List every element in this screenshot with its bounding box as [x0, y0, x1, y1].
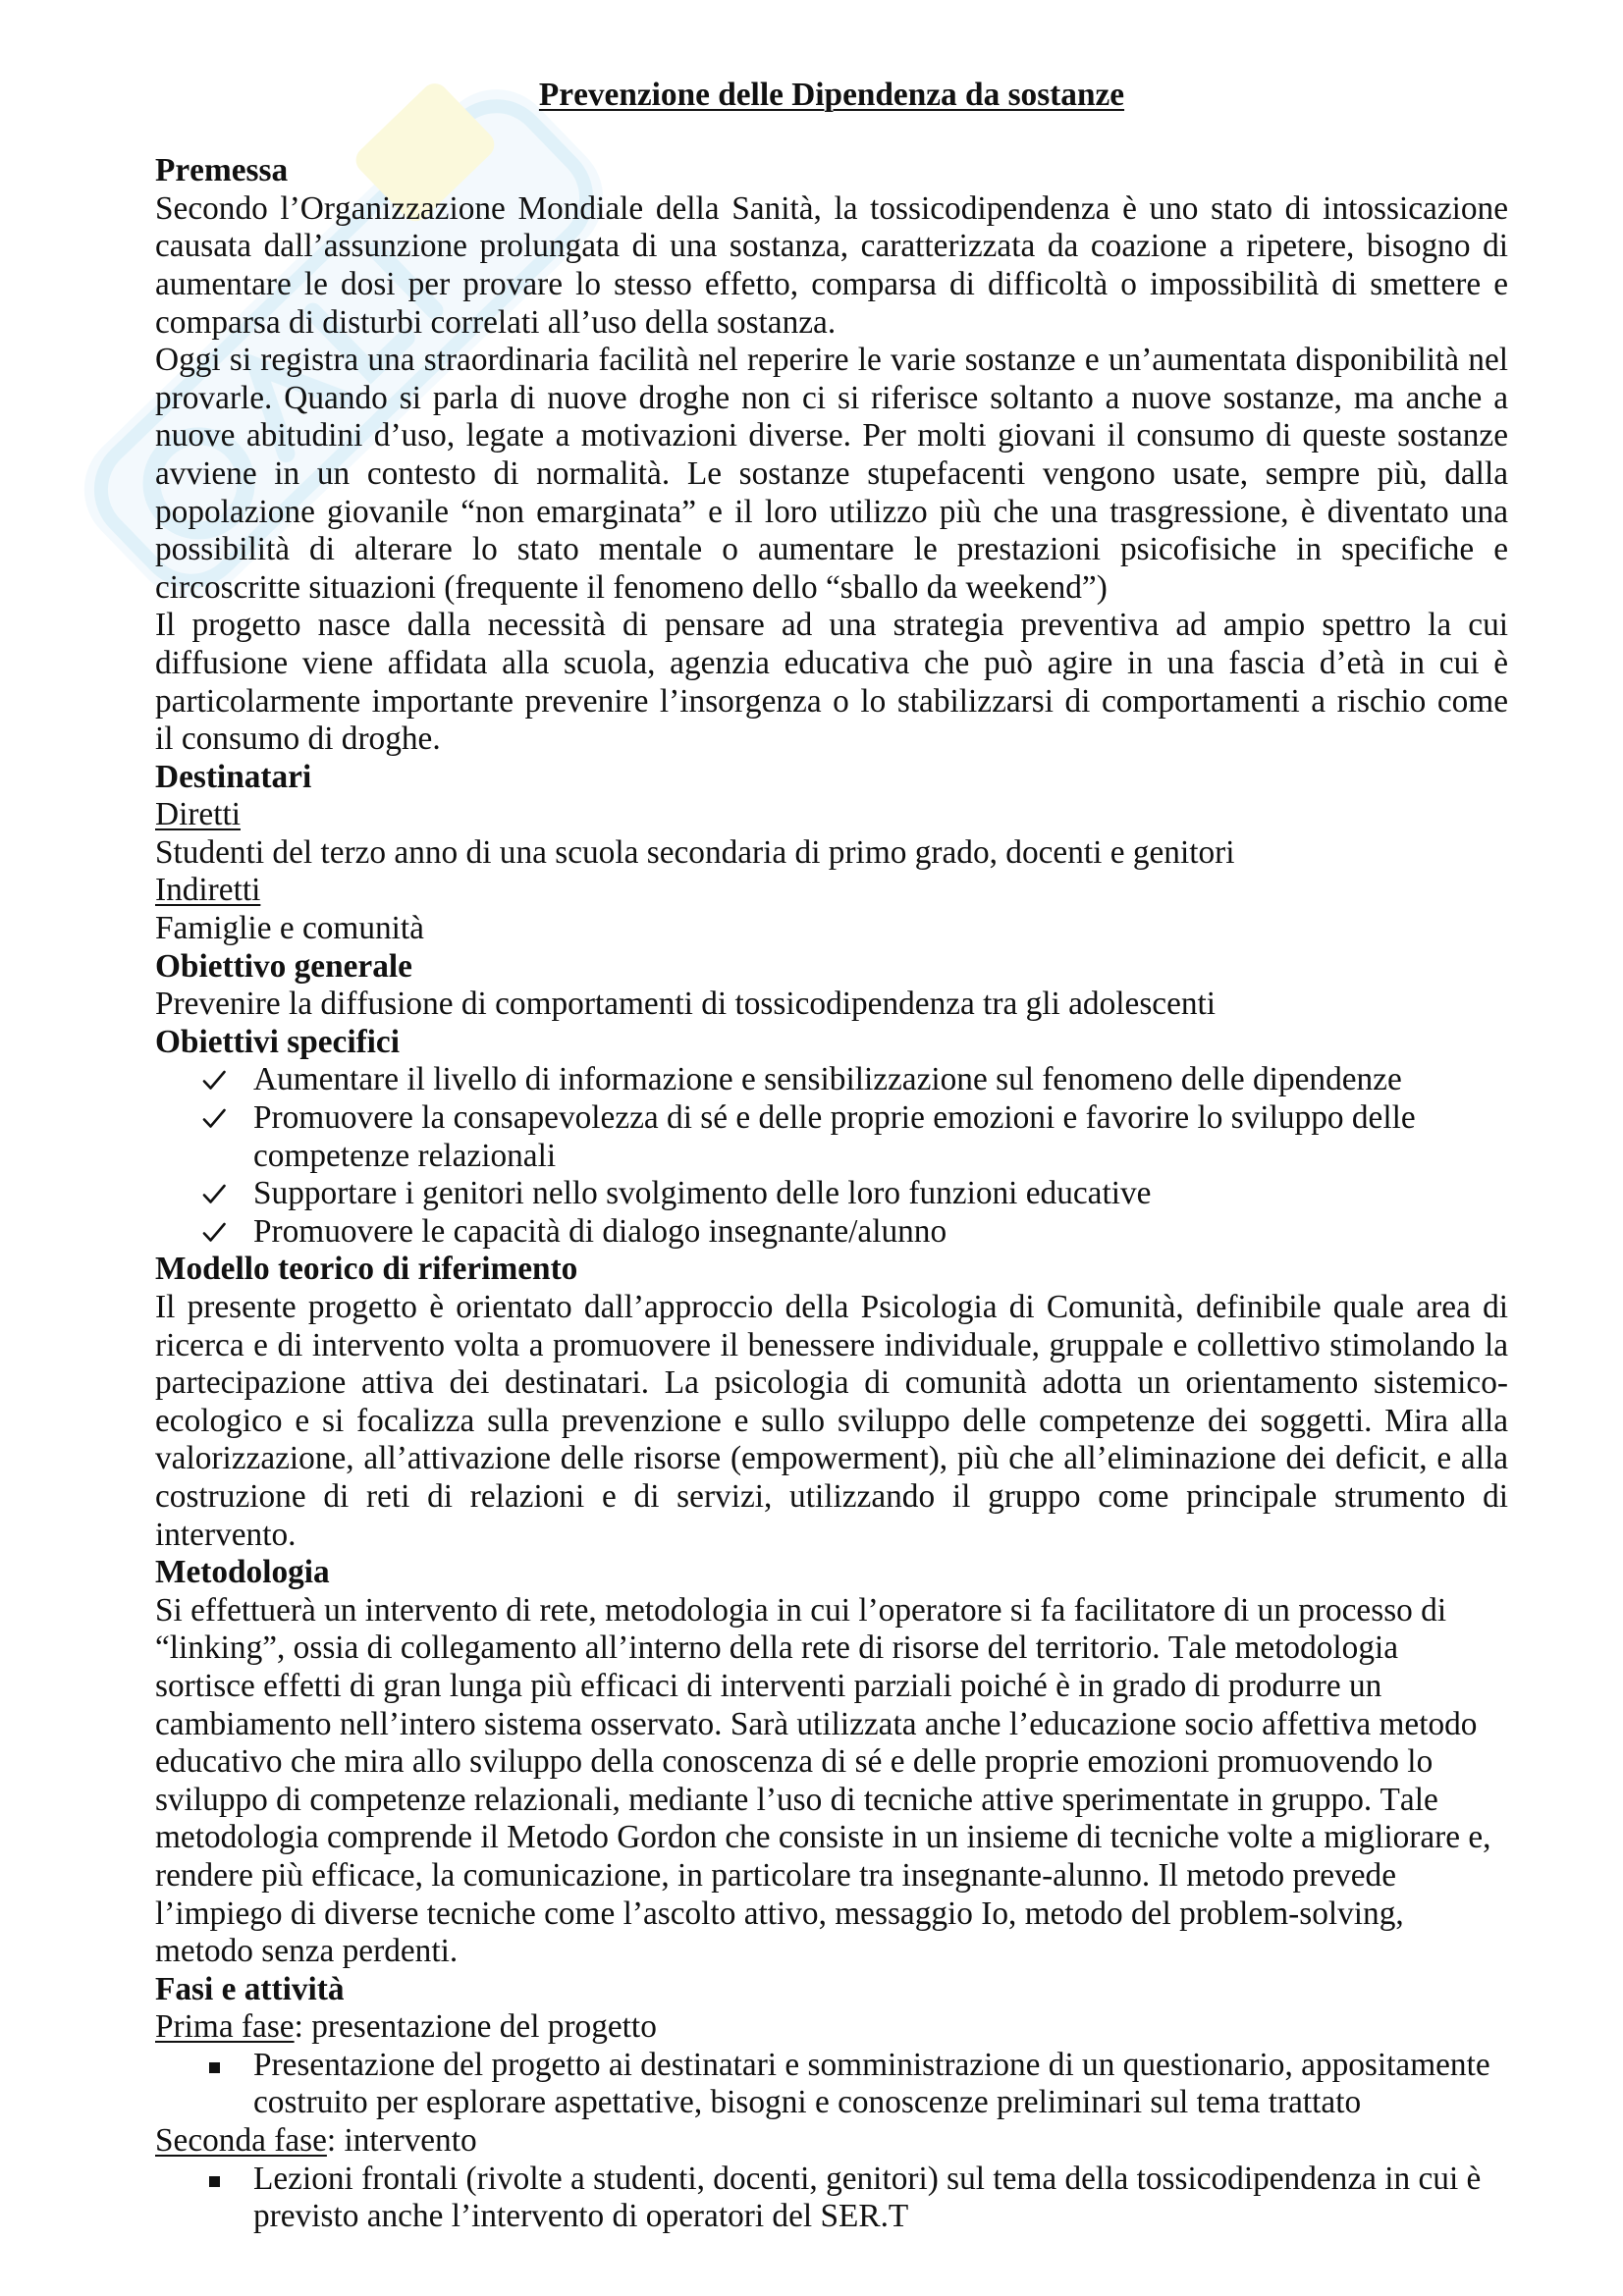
destinatari-diretti-text: Studenti del terzo anno di una scuola secondaria di primo grado, docenti e genitori: [155, 833, 1235, 871]
subheading-diretti: Diretti: [155, 796, 241, 833]
paragraph-line: metodologia comprende il Metodo Gordon che consiste in un insieme di tecniche volte a migliorare e,: [155, 1819, 1491, 1856]
bullet-line: [155, 2084, 1508, 2122]
paragraph: [155, 190, 1508, 342]
paragraph-line: particolarmente importante prevenire l’insorgenza o lo stabilizzarsi di comportamenti a rischio come: [155, 682, 1508, 720]
paragraph-line: “linking”, ossia di collegamento all’interno della rete di risorse del territorio. Tale metodologia: [155, 1629, 1399, 1667]
destinatari-indiretti-text: Famiglie e comunità: [155, 910, 424, 947]
phase-description: : presentazione del progetto: [294, 2008, 657, 2046]
section-heading-modello-teorico: Modello teorico di riferimento: [155, 1251, 578, 1288]
paragraph-line: Secondo l’Organizzazione Mondiale della Sanità, la tossicodipendenza è uno stato di intossicazione: [155, 189, 1508, 227]
checkmark-icon: [202, 1108, 226, 1129]
bullet-line: [155, 2198, 1508, 2236]
checklist-text: Promuovere la consapevolezza di sé e delle proprie emozioni e favorire lo sviluppo delle: [253, 1099, 1416, 1137]
section-heading-premessa: Premessa: [155, 152, 289, 189]
paragraph: [155, 607, 1508, 758]
paragraph-line: Oggi si registra una straordinaria facilità nel reperire le varie sostanze e un’aumentata disponibilità nel: [155, 342, 1508, 379]
checkmark-icon: [202, 1184, 226, 1204]
section-premessa: [155, 152, 1508, 759]
bullet-line: [155, 2047, 1508, 2085]
section-fasi: [155, 1971, 1508, 2236]
paragraph-line: diffusione viene affidata alla scuola, agenzia educativa che può agire in una fascia d’età in cui è: [155, 644, 1508, 681]
paragraph-line: rendere più efficace, la comunicazione, in particolare tra insegnante-alunno. Il metodo prevede: [155, 1856, 1397, 1894]
square-bullet-icon: [209, 2062, 220, 2073]
checklist-line: [155, 1175, 1508, 1213]
phase-label: Seconda fase: [155, 2122, 327, 2160]
paragraph-line: il consumo di droghe.: [155, 721, 441, 758]
section-obiettivo-generale: [155, 948, 1508, 1024]
paragraph: [155, 1592, 1508, 1971]
phase-title: [155, 2008, 1508, 2047]
bullet-text: Lezioni frontali (rivolte a studenti, docenti, genitori) sul tema della tossicodipendenza in cui è: [253, 2160, 1482, 2197]
checklist-line: [155, 1138, 1508, 1176]
paragraph-line: educativo che mira allo sviluppo della conoscenza di sé e delle proprie emozioni promuovendo lo: [155, 1743, 1434, 1781]
paragraph-line: ecologico e si focalizza sulla prevenzione e sullo sviluppo delle competenze dei soggetti. Mira alla: [155, 1402, 1508, 1439]
checkmark-icon: [202, 1222, 226, 1243]
phase-description: : intervento: [326, 2122, 477, 2160]
checkmark-icon: [202, 1070, 226, 1091]
subheading-row: [155, 872, 1508, 910]
bullet-item: [155, 2161, 1508, 2236]
paragraph-line: ricerca e di intervento volta a promuovere il benessere individuale, gruppale e collettivo stimolando la: [155, 1326, 1508, 1363]
paragraph-line: costruzione di reti di relazioni e di servizi, utilizzando il gruppo come principale strumento di: [155, 1477, 1508, 1515]
paragraph-line: provarle. Quando si parla di nuove droghe non ci si riferisce soltanto a nuove sostanze, ma anche a: [155, 379, 1508, 416]
checklist-text: competenze relazionali: [253, 1137, 557, 1174]
bullet-text: costruito per esplorare aspettative, bisogni e conoscenze preliminari sul tema trattato: [253, 2084, 1362, 2121]
paragraph-line: avviene in un contesto di normalità. Le sostanze stupefacenti vengono usate, sempre più, dalla: [155, 454, 1508, 492]
phase: [155, 2122, 1508, 2236]
subheading-indiretti: Indiretti: [155, 872, 261, 909]
section-destinatari: [155, 759, 1508, 948]
paragraph-line: valorizzazione, all’attivazione delle risorse (empowerment), più che all’eliminazione dei deficit, e alla: [155, 1440, 1508, 1477]
phase: [155, 2008, 1508, 2122]
paragraph-line: possibilità di alterare lo stato mentale o aumentare le prestazioni psicofisiche in specifiche e: [155, 531, 1508, 568]
checklist-item: [155, 1099, 1508, 1175]
section-heading-obiettivo-generale: Obiettivo generale: [155, 947, 412, 985]
checklist-text: Supportare i genitori nello svolgimento delle loro funzioni educative: [253, 1175, 1152, 1212]
section-heading-fasi: Fasi e attività: [155, 1970, 345, 2007]
checklist-item: [155, 1175, 1508, 1213]
phase-label: Prima fase: [155, 2008, 295, 2046]
paragraph-line: l’impiego di diverse tecniche come l’ascolto attivo, messaggio Io, metodo del problem-solving,: [155, 1895, 1404, 1932]
paragraph-line: popolazione giovanile “non emarginata” e il loro utilizzo più che una trasgressione, è diventato una: [155, 493, 1508, 530]
paragraph-line: intervento.: [155, 1516, 297, 1553]
section-heading-obiettivi-specifici: Obiettivi specifici: [155, 1023, 400, 1060]
bullet-text: Presentazione del progetto ai destinatari e somministrazione di un questionario, appositamente: [253, 2046, 1490, 2083]
checklist-text: Promuovere le capacità di dialogo insegnante/alunno: [253, 1212, 947, 1250]
paragraph-line: Il presente progetto è orientato dall’approccio della Psicologia di Comunità, definibile quale area di: [155, 1289, 1508, 1325]
paragraph-line: cambiamento nell’intero sistema osservato. Sarà utilizzata anche l’educazione socio affettiva metodo: [155, 1705, 1478, 1742]
checklist-item: [155, 1061, 1508, 1099]
phase-title: [155, 2122, 1508, 2161]
section-heading-metodologia: Metodologia: [155, 1554, 330, 1591]
paragraph-line: metodo senza perdenti.: [155, 1933, 459, 1970]
checklist-line: [155, 1061, 1508, 1099]
obiettivo-generale-text: Prevenire la diffusione di comportamenti di tossicodipendenza tra gli adolescenti: [155, 986, 1217, 1023]
paragraph: [155, 342, 1508, 607]
paragraph: [155, 1289, 1508, 1554]
checklist-line: [155, 1099, 1508, 1138]
checklist-text: Aumentare il livello di informazione e sensibilizzazione sul fenomeno delle dipendenze: [253, 1061, 1402, 1098]
document-title: Prevenzione delle Dipendenza da sostanze: [538, 77, 1125, 113]
checklist-item: [155, 1213, 1508, 1252]
paragraph-line: sviluppo di competenze relazionali, mediante l’uso di tecniche attive sperimentate in gruppo. Tale: [155, 1781, 1438, 1818]
paragraph-line: Si effettuerà un intervento di rete, metodologia in cui l’operatore si fa facilitatore di un processo di: [155, 1591, 1447, 1629]
section-modello-teorico: [155, 1251, 1508, 1554]
title-row: [155, 77, 1508, 115]
section-heading-destinatari: Destinatari: [155, 758, 312, 795]
square-bullet-icon: [209, 2176, 220, 2187]
bullet-line: [155, 2161, 1508, 2199]
document-body: [155, 77, 1508, 2236]
bullet-item: [155, 2047, 1508, 2122]
paragraph-line: comparsa di disturbi correlati all’uso della sostanza.: [155, 303, 837, 341]
bullet-text: previsto anche l’intervento di operatori del SER.T: [253, 2198, 909, 2235]
paragraph-line: Il progetto nasce dalla necessità di pensare ad una strategia preventiva ad ampio spettro la cui: [155, 607, 1508, 644]
paragraph-line: causata dall’assunzione prolungata di una sostanza, caratterizzata da coazione a ripetere, bisogno di: [155, 228, 1508, 265]
subheading-row: [155, 796, 1508, 834]
paragraph-line: aumentare le dosi per provare lo stesso effetto, comparsa di difficoltà o impossibilità di smettere e: [155, 265, 1508, 302]
paragraph-line: sortisce effetti di gran lunga più efficaci di interventi parziali poiché è in grado di produrre un: [155, 1667, 1382, 1704]
section-metodologia: [155, 1554, 1508, 1971]
paragraph-line: nuove abitudini d’uso, legate a motivazioni diverse. Per molti giovani il consumo di queste sostanze: [155, 417, 1508, 454]
paragraph-line: circoscritte situazioni (frequente il fenomeno dello “sballo da weekend”): [155, 568, 1108, 606]
paragraph-line: partecipazione attiva dei destinatari. La psicologia di comunità adotta un orientamento sistemico-: [155, 1364, 1508, 1402]
blank-line: [155, 115, 1508, 153]
section-obiettivi-specifici: [155, 1024, 1508, 1252]
checklist-line: [155, 1213, 1508, 1252]
